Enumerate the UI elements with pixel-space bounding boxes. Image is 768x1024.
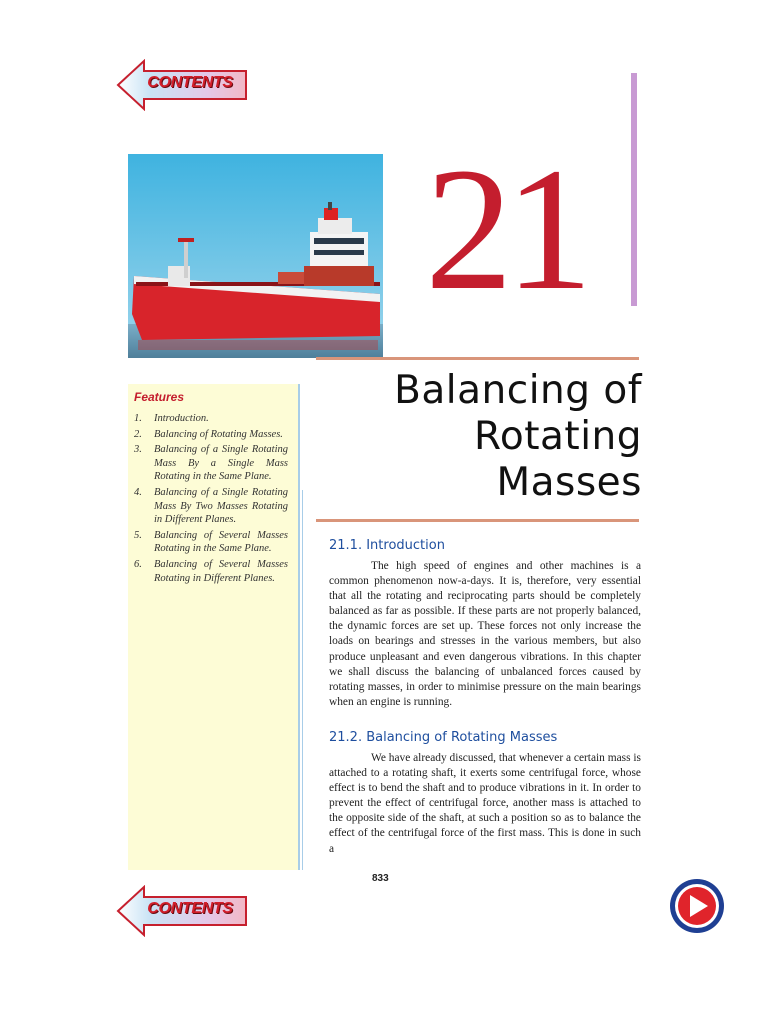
features-list-item[interactable] <box>134 558 288 585</box>
sidebar-divider <box>302 490 303 870</box>
section-heading-balancing: 21.2. Balancing of Rotating Masses <box>329 730 558 745</box>
feature-text: Introduction. <box>154 413 209 424</box>
section-paragraph-balancing: We have already discussed, that whenever a certain mass is attached to a rotating shaft, it exerts some centrifugal force, whose effect is to bend the shaft and to produce vibrations in it. In order to prevent the effect of centrifugal force, another mass is attached to the opposite side of the shaft, at such a position so as to balance the effect of the centrifugal force of the first mass. This is done in such a <box>329 752 641 855</box>
vertical-divider <box>631 73 637 306</box>
feature-number: 3. <box>134 444 142 456</box>
feature-number: 2. <box>134 428 142 440</box>
feature-number: 5. <box>134 529 142 541</box>
features-heading: Features <box>134 390 185 404</box>
section-heading-introduction: 21.1. Introduction <box>329 538 445 553</box>
contents-button-top[interactable] <box>116 59 248 111</box>
features-list-item[interactable] <box>134 486 288 527</box>
features-list-item[interactable] <box>134 529 288 556</box>
feature-number: 1. <box>134 413 142 424</box>
page-number: 833 <box>372 873 389 884</box>
feature-text: Balancing of a Single Rotating Mass By Two Masses Rotating in Different Planes. <box>154 486 288 526</box>
contents-label: CONTENTS <box>147 74 233 91</box>
chapter-title-line: Balancing of <box>394 368 642 413</box>
feature-text: Balancing of a Single Rotating Mass By a Single Mass Rotating in the Same Plane. <box>154 444 288 483</box>
features-list <box>134 412 288 587</box>
chapter-number: 21 <box>425 132 585 327</box>
title-rule-bottom <box>316 519 639 522</box>
section-paragraph-introduction: The high speed of engines and other machines is a common phenomenon now-a-days. It is, therefore, very essential that all the rotating and reciprocating parts should be completely balanced as far as possible. If these parts are not properly balanced, the dynamic forces are set up. These forces not only increase the loads on bearings and stresses in the various members, but also produce unpleasant and even dangerous vibrations. In this chapter we shall discuss the balancing of unbalanced forces caused by rotating masses, in order to minimise pressure on the main bearings when an engine is running. <box>329 560 641 708</box>
feature-number: 6. <box>134 558 142 570</box>
feature-number: 4. <box>134 486 142 498</box>
next-page-button[interactable] <box>668 877 726 935</box>
chapter-title <box>320 368 642 506</box>
ship-photo <box>128 154 383 358</box>
title-rule-top <box>316 357 639 360</box>
chapter-title-line: Masses <box>496 460 642 505</box>
feature-text: Balancing of Several Masses Rotating in the Same Plane. <box>154 529 288 555</box>
features-sidebar <box>128 384 300 870</box>
feature-text: Balancing of Rotating Masses. <box>154 428 283 440</box>
contents-label: CONTENTS <box>147 900 233 917</box>
features-list-item[interactable] <box>134 443 288 484</box>
features-list-item[interactable] <box>134 412 288 426</box>
play-right-icon <box>668 877 726 935</box>
features-list-item[interactable] <box>134 428 288 442</box>
feature-text: Balancing of Several Masses Rotating in Different Planes. <box>154 558 288 584</box>
chapter-title-line: Rotating <box>474 414 642 459</box>
contents-button-bottom[interactable] <box>116 885 248 937</box>
